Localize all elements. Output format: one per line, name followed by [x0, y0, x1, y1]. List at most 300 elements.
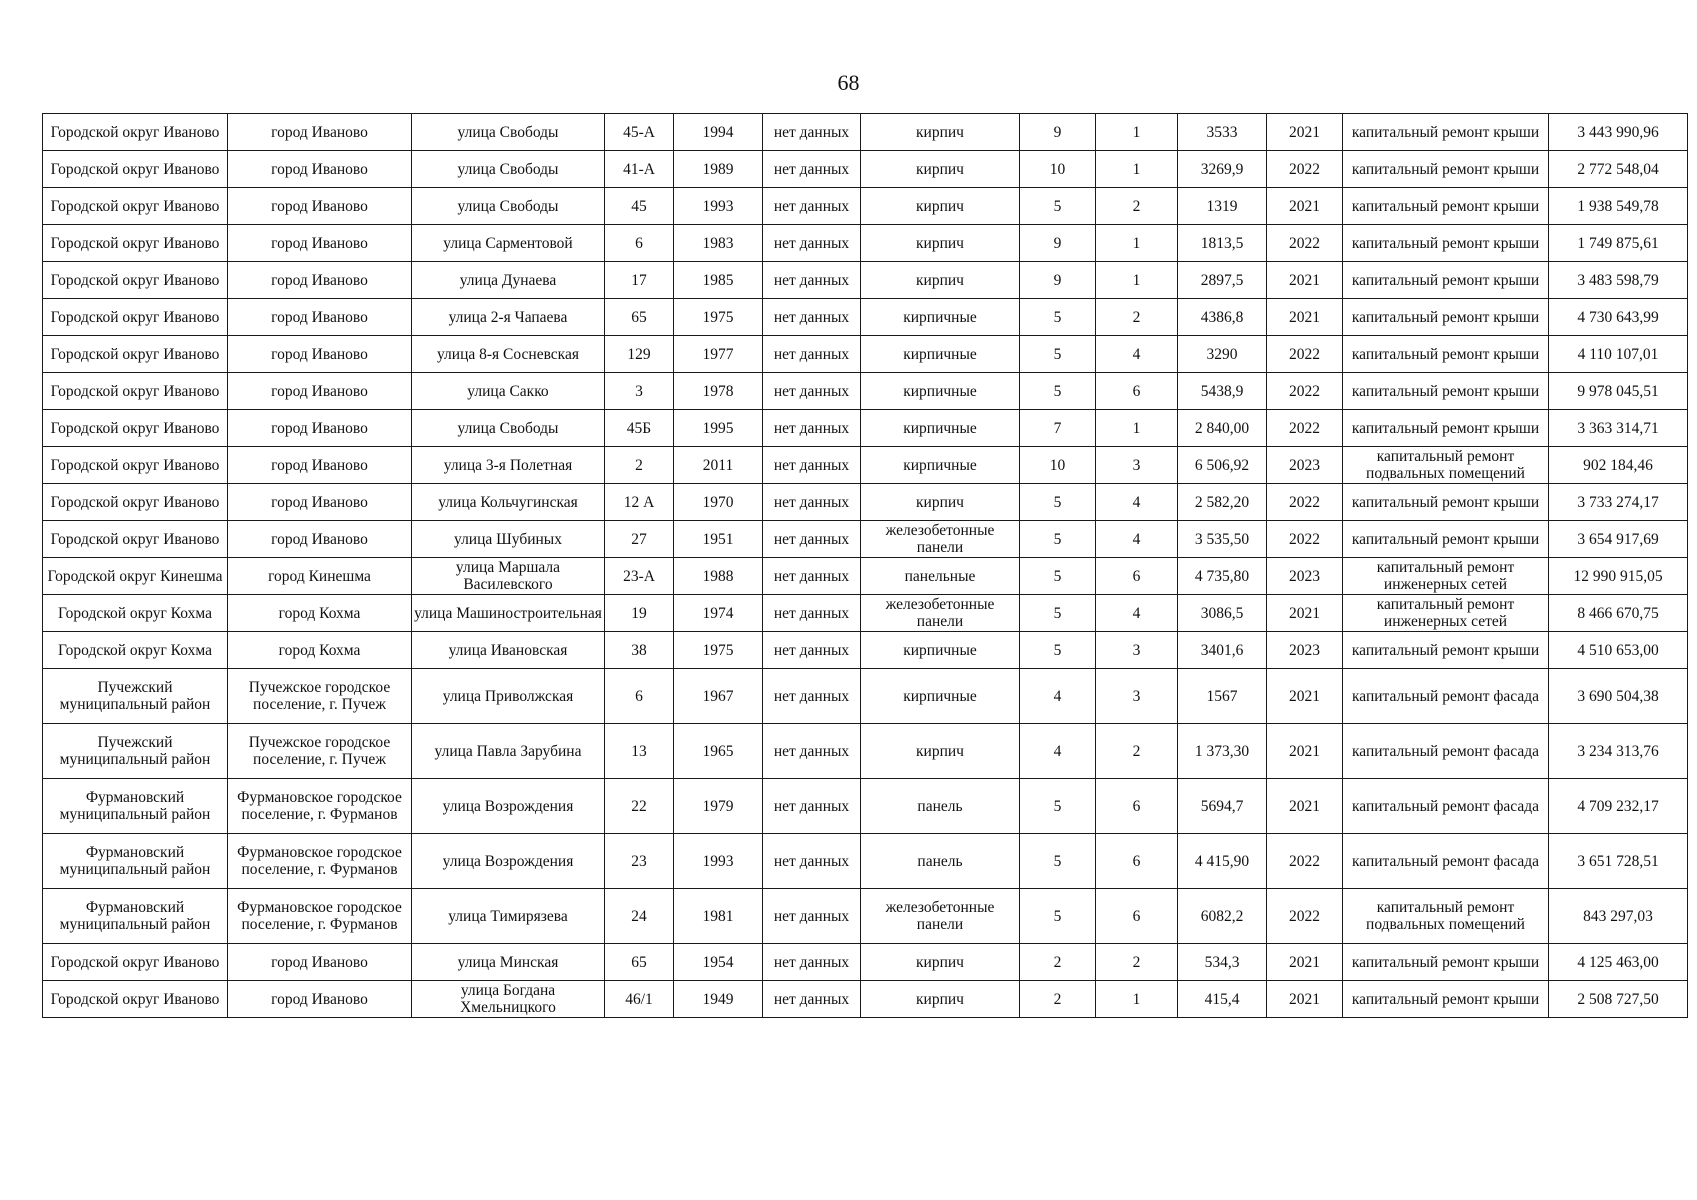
plan-year-cell-text: 2022 [1289, 234, 1320, 252]
entrances-cell-text: 4 [1132, 604, 1141, 622]
street-cell-text: улица Маршала Василевского [455, 559, 561, 593]
wall-material-cell-text: кирпич [916, 123, 964, 141]
no-data-cell-text: нет данных [773, 742, 850, 760]
work-type-cell-text: капитальный ремонт крыши [1351, 990, 1540, 1008]
cost-cell [1549, 724, 1688, 779]
settlement-cell-text: город Иваново [271, 419, 368, 437]
area-cell [1178, 779, 1267, 834]
area-cell-text: 6082,2 [1200, 907, 1244, 925]
house-number-cell [605, 188, 674, 225]
build-year-cell [674, 484, 763, 521]
street-cell-text: улица Ивановская [448, 641, 568, 659]
street-cell [412, 373, 605, 410]
build-year-cell [674, 114, 763, 151]
cost-cell-text: 3 733 274,17 [1577, 493, 1659, 511]
table-row [43, 669, 1688, 724]
cost-cell [1549, 595, 1688, 632]
district-cell-text: Городской округ Кинешма [47, 567, 223, 585]
district-cell-text: Городской округ Иваново [50, 308, 220, 326]
build-year-cell-text: 1974 [702, 604, 734, 622]
street-cell [412, 779, 605, 834]
floors-cell-text: 5 [1053, 493, 1062, 511]
no-data-cell [763, 669, 861, 724]
settlement-cell [228, 889, 412, 944]
settlement-cell [228, 447, 412, 484]
work-type-cell-text: капитальный ремонт фасада [1352, 742, 1539, 760]
plan-year-cell [1267, 779, 1343, 834]
cost-cell [1549, 834, 1688, 889]
entrances-cell [1096, 151, 1178, 188]
cost-cell [1549, 373, 1688, 410]
house-number-cell-text: 23-А [623, 567, 655, 585]
work-type-cell [1343, 188, 1549, 225]
floors-cell [1020, 225, 1096, 262]
district-cell [43, 447, 228, 484]
wall-material-cell [861, 944, 1020, 981]
build-year-cell [674, 262, 763, 299]
entrances-cell-text: 2 [1132, 308, 1141, 326]
cost-cell [1549, 447, 1688, 484]
area-cell [1178, 484, 1267, 521]
floors-cell [1020, 114, 1096, 151]
no-data-cell [763, 724, 861, 779]
area-cell-text: 2 840,00 [1194, 419, 1250, 437]
cost-cell [1549, 632, 1688, 669]
no-data-cell [763, 373, 861, 410]
settlement-cell-text: город Кохма [278, 604, 361, 622]
entrances-cell [1096, 834, 1178, 889]
floors-cell [1020, 188, 1096, 225]
street-cell-text: улица Сакко [467, 382, 549, 400]
entrances-cell-text: 2 [1132, 197, 1141, 215]
no-data-cell [763, 595, 861, 632]
cost-cell-text: 1 938 549,78 [1577, 197, 1659, 215]
wall-material-cell-text: панель [917, 797, 963, 815]
area-cell [1178, 299, 1267, 336]
no-data-cell-text: нет данных [773, 567, 850, 585]
build-year-cell-text: 1979 [702, 797, 734, 815]
area-cell-text: 3401,6 [1200, 641, 1244, 659]
build-year-cell [674, 595, 763, 632]
area-cell [1178, 595, 1267, 632]
area-cell-text: 1319 [1206, 197, 1238, 215]
cost-cell [1549, 669, 1688, 724]
entrances-cell-text: 1 [1132, 419, 1141, 437]
no-data-cell-text: нет данных [773, 308, 850, 326]
street-cell [412, 336, 605, 373]
district-cell [43, 225, 228, 262]
street-cell-text: улица 3-я Полетная [443, 456, 573, 474]
floors-cell-text: 9 [1053, 271, 1062, 289]
street-cell-text: улица Машиностроительная [414, 604, 602, 622]
area-cell-text: 1567 [1206, 687, 1238, 705]
settlement-cell-text: город Иваново [271, 271, 368, 289]
work-type-cell [1343, 262, 1549, 299]
work-type-cell [1343, 373, 1549, 410]
cost-cell-text: 902 184,46 [1583, 456, 1653, 474]
work-type-cell [1343, 779, 1549, 834]
build-year-cell-text: 1951 [702, 530, 734, 548]
plan-year-cell [1267, 410, 1343, 447]
house-number-cell-text: 45-А [623, 123, 655, 141]
settlement-cell-text: Фурмановское городское поселение, г. Фурманов [237, 844, 402, 878]
area-cell [1178, 262, 1267, 299]
house-number-cell [605, 336, 674, 373]
area-cell-text: 415,4 [1204, 990, 1240, 1008]
house-number-cell [605, 944, 674, 981]
district-cell [43, 373, 228, 410]
wall-material-cell [861, 262, 1020, 299]
work-type-cell-text: капитальный ремонт крыши [1351, 530, 1540, 548]
area-cell [1178, 410, 1267, 447]
cost-cell-text: 3 363 314,71 [1577, 419, 1659, 437]
wall-material-cell [861, 632, 1020, 669]
wall-material-cell-text: кирпич [916, 197, 964, 215]
table-row [43, 981, 1688, 1018]
settlement-cell-text: город Иваново [271, 493, 368, 511]
house-number-cell [605, 632, 674, 669]
table-row [43, 336, 1688, 373]
settlement-cell [228, 262, 412, 299]
district-cell-text: Городской округ Иваново [50, 345, 220, 363]
work-type-cell-text: капитальный ремонт крыши [1351, 419, 1540, 437]
cost-cell-text: 4 510 653,00 [1577, 641, 1659, 659]
wall-material-cell [861, 724, 1020, 779]
no-data-cell [763, 521, 861, 558]
area-cell [1178, 114, 1267, 151]
build-year-cell [674, 225, 763, 262]
entrances-cell-text: 3 [1132, 641, 1141, 659]
wall-material-cell-text: кирпич [916, 160, 964, 178]
street-cell [412, 447, 605, 484]
cost-cell-text: 8 466 670,75 [1577, 604, 1659, 622]
street-cell-text: улица Возрождения [442, 852, 574, 870]
plan-year-cell-text: 2022 [1289, 382, 1320, 400]
district-cell [43, 262, 228, 299]
entrances-cell-text: 1 [1132, 990, 1141, 1008]
settlement-cell-text: город Иваново [271, 123, 368, 141]
no-data-cell-text: нет данных [773, 687, 850, 705]
house-number-cell-text: 65 [631, 953, 647, 971]
floors-cell [1020, 410, 1096, 447]
work-type-cell-text: капитальный ремонт крыши [1351, 197, 1540, 215]
floors-cell-text: 5 [1053, 852, 1062, 870]
house-number-cell-text: 17 [631, 271, 647, 289]
wall-material-cell-text: кирпич [916, 742, 964, 760]
area-cell [1178, 151, 1267, 188]
house-number-cell-text: 22 [631, 797, 647, 815]
cost-cell [1549, 114, 1688, 151]
plan-year-cell-text: 2023 [1289, 456, 1320, 474]
plan-year-cell [1267, 595, 1343, 632]
no-data-cell-text: нет данных [773, 852, 850, 870]
district-cell [43, 889, 228, 944]
no-data-cell-text: нет данных [773, 990, 850, 1008]
district-cell-text: Фурмановский муниципальный район [59, 844, 211, 878]
floors-cell [1020, 299, 1096, 336]
floors-cell [1020, 632, 1096, 669]
work-type-cell-text: капитальный ремонт крыши [1351, 641, 1540, 659]
cost-cell [1549, 521, 1688, 558]
settlement-cell [228, 336, 412, 373]
work-type-cell [1343, 114, 1549, 151]
entrances-cell-text: 1 [1132, 271, 1141, 289]
no-data-cell [763, 336, 861, 373]
district-cell-text: Городской округ Иваново [50, 123, 220, 141]
cost-cell [1549, 779, 1688, 834]
street-cell [412, 225, 605, 262]
district-cell-text: Пучежский муниципальный район [59, 679, 211, 713]
build-year-cell-text: 1981 [702, 907, 734, 925]
district-cell [43, 595, 228, 632]
wall-material-cell-text: кирпичные [903, 456, 977, 474]
build-year-cell-text: 1967 [702, 687, 734, 705]
build-year-cell-text: 1995 [702, 419, 734, 437]
no-data-cell [763, 151, 861, 188]
no-data-cell [763, 262, 861, 299]
street-cell [412, 981, 605, 1018]
floors-cell [1020, 779, 1096, 834]
street-cell [412, 188, 605, 225]
wall-material-cell-text: железобетонные панели [885, 899, 995, 933]
floors-cell-text: 5 [1053, 567, 1062, 585]
table-row [43, 447, 1688, 484]
table-row [43, 225, 1688, 262]
work-type-cell [1343, 521, 1549, 558]
entrances-cell [1096, 410, 1178, 447]
build-year-cell [674, 834, 763, 889]
work-type-cell-text: капитальный ремонт крыши [1351, 953, 1540, 971]
table-body [43, 114, 1688, 1018]
floors-cell-text: 2 [1053, 990, 1062, 1008]
table-row [43, 484, 1688, 521]
house-number-cell-text: 46/1 [625, 990, 653, 1008]
floors-cell [1020, 373, 1096, 410]
work-type-cell [1343, 447, 1549, 484]
settlement-cell [228, 225, 412, 262]
settlement-cell [228, 558, 412, 595]
no-data-cell-text: нет данных [773, 345, 850, 363]
wall-material-cell [861, 779, 1020, 834]
plan-year-cell [1267, 114, 1343, 151]
street-cell-text: улица Возрождения [442, 797, 574, 815]
wall-material-cell-text: панельные [904, 567, 976, 585]
area-cell [1178, 447, 1267, 484]
floors-cell-text: 10 [1049, 160, 1066, 178]
settlement-cell [228, 373, 412, 410]
build-year-cell [674, 151, 763, 188]
wall-material-cell-text: железобетонные панели [885, 596, 995, 630]
wall-material-cell [861, 981, 1020, 1018]
wall-material-cell [861, 114, 1020, 151]
entrances-cell [1096, 447, 1178, 484]
wall-material-cell-text: кирпич [916, 953, 964, 971]
build-year-cell-text: 1975 [702, 641, 734, 659]
area-cell-text: 5694,7 [1200, 797, 1244, 815]
area-cell [1178, 336, 1267, 373]
floors-cell-text: 5 [1053, 530, 1062, 548]
build-year-cell [674, 521, 763, 558]
work-type-cell-text: капитальный ремонт инженерных сетей [1376, 559, 1515, 593]
build-year-cell-text: 1954 [702, 953, 734, 971]
plan-year-cell-text: 2021 [1289, 604, 1320, 622]
work-type-cell [1343, 724, 1549, 779]
plan-year-cell-text: 2021 [1289, 271, 1320, 289]
area-cell-text: 3269,9 [1200, 160, 1244, 178]
no-data-cell [763, 114, 861, 151]
area-cell-text: 6 506,92 [1194, 456, 1250, 474]
build-year-cell [674, 410, 763, 447]
no-data-cell-text: нет данных [773, 382, 850, 400]
street-cell-text: улица Павла Зарубина [434, 742, 582, 760]
work-type-cell [1343, 151, 1549, 188]
plan-year-cell-text: 2021 [1289, 308, 1320, 326]
plan-year-cell-text: 2022 [1289, 345, 1320, 363]
build-year-cell-text: 1975 [702, 308, 734, 326]
house-number-cell-text: 6 [635, 687, 643, 705]
no-data-cell-text: нет данных [773, 123, 850, 141]
work-type-cell [1343, 632, 1549, 669]
district-cell-text: Городской округ Иваново [50, 456, 220, 474]
table-row [43, 151, 1688, 188]
work-type-cell [1343, 981, 1549, 1018]
build-year-cell [674, 299, 763, 336]
house-number-cell [605, 225, 674, 262]
plan-year-cell-text: 2022 [1289, 493, 1320, 511]
district-cell [43, 410, 228, 447]
work-type-cell [1343, 944, 1549, 981]
page-number: 68 [837, 70, 860, 95]
entrances-cell-text: 4 [1132, 493, 1141, 511]
entrances-cell-text: 6 [1132, 382, 1141, 400]
settlement-cell [228, 521, 412, 558]
area-cell-text: 3086,5 [1200, 604, 1244, 622]
area-cell-text: 2897,5 [1200, 271, 1244, 289]
cost-cell-text: 2 772 548,04 [1577, 160, 1659, 178]
floors-cell-text: 5 [1053, 797, 1062, 815]
entrances-cell [1096, 889, 1178, 944]
district-cell-text: Фурмановский муниципальный район [59, 789, 211, 823]
plan-year-cell-text: 2022 [1289, 907, 1320, 925]
settlement-cell [228, 410, 412, 447]
area-cell [1178, 225, 1267, 262]
plan-year-cell [1267, 724, 1343, 779]
settlement-cell [228, 724, 412, 779]
table-row [43, 299, 1688, 336]
floors-cell-text: 10 [1049, 456, 1066, 474]
settlement-cell [228, 595, 412, 632]
street-cell-text: улица Дунаева [459, 271, 557, 289]
street-cell [412, 632, 605, 669]
work-type-cell-text: капитальный ремонт крыши [1351, 271, 1540, 289]
entrances-cell-text: 4 [1132, 345, 1141, 363]
work-type-cell-text: капитальный ремонт фасада [1352, 852, 1539, 870]
table-row [43, 521, 1688, 558]
no-data-cell-text: нет данных [773, 530, 850, 548]
plan-year-cell [1267, 834, 1343, 889]
wall-material-cell-text: кирпичные [903, 687, 977, 705]
settlement-cell [228, 484, 412, 521]
cost-cell-text: 3 690 504,38 [1577, 687, 1659, 705]
street-cell-text: улица Свободы [457, 160, 559, 178]
district-cell [43, 632, 228, 669]
district-cell-text: Городской округ Иваново [50, 530, 220, 548]
district-cell-text: Городской округ Иваново [50, 953, 220, 971]
wall-material-cell-text: кирпичные [903, 345, 977, 363]
no-data-cell-text: нет данных [773, 493, 850, 511]
build-year-cell-text: 1994 [702, 123, 734, 141]
settlement-cell-text: город Иваново [271, 197, 368, 215]
table-row [43, 410, 1688, 447]
wall-material-cell-text: кирпичные [903, 641, 977, 659]
floors-cell-text: 4 [1053, 742, 1062, 760]
entrances-cell-text: 6 [1132, 907, 1141, 925]
area-cell [1178, 373, 1267, 410]
entrances-cell [1096, 225, 1178, 262]
area-cell [1178, 944, 1267, 981]
house-number-cell [605, 889, 674, 944]
entrances-cell [1096, 558, 1178, 595]
district-cell-text: Городской округ Иваново [50, 160, 220, 178]
house-number-cell-text: 45Б [626, 419, 652, 437]
floors-cell-text: 5 [1053, 382, 1062, 400]
street-cell [412, 484, 605, 521]
area-cell-text: 3290 [1206, 345, 1238, 363]
house-number-cell-text: 19 [631, 604, 647, 622]
settlement-cell [228, 299, 412, 336]
area-cell-text: 4386,8 [1200, 308, 1244, 326]
table-row [43, 595, 1688, 632]
plan-year-cell [1267, 521, 1343, 558]
settlement-cell-text: Фурмановское городское поселение, г. Фурманов [237, 789, 402, 823]
floors-cell-text: 5 [1053, 345, 1062, 363]
house-number-cell-text: 24 [631, 907, 647, 925]
cost-cell [1549, 944, 1688, 981]
floors-cell [1020, 151, 1096, 188]
work-type-cell-text: капитальный ремонт подвальных помещений [1366, 448, 1525, 482]
entrances-cell-text: 4 [1132, 530, 1141, 548]
wall-material-cell [861, 188, 1020, 225]
entrances-cell-text: 1 [1132, 234, 1141, 252]
street-cell-text: улица Тимирязева [448, 907, 568, 925]
street-cell-text: улица 2-я Чапаева [448, 308, 568, 326]
no-data-cell-text: нет данных [773, 160, 850, 178]
street-cell [412, 889, 605, 944]
cost-cell-text: 4 709 232,17 [1577, 797, 1659, 815]
build-year-cell-text: 1988 [702, 567, 734, 585]
build-year-cell-text: 1978 [702, 382, 734, 400]
plan-year-cell-text: 2021 [1289, 123, 1320, 141]
plan-year-cell [1267, 299, 1343, 336]
settlement-cell-text: Фурмановское городское поселение, г. Фурманов [237, 899, 402, 933]
street-cell [412, 558, 605, 595]
table-row [43, 834, 1688, 889]
entrances-cell-text: 3 [1132, 687, 1141, 705]
plan-year-cell [1267, 262, 1343, 299]
floors-cell-text: 9 [1053, 123, 1062, 141]
district-cell-text: Фурмановский муниципальный район [59, 899, 211, 933]
build-year-cell [674, 447, 763, 484]
district-cell-text: Городской округ Иваново [50, 197, 220, 215]
street-cell-text: улица Кольчугинская [438, 493, 578, 511]
street-cell [412, 595, 605, 632]
cost-cell [1549, 151, 1688, 188]
build-year-cell [674, 779, 763, 834]
build-year-cell [674, 724, 763, 779]
plan-year-cell [1267, 558, 1343, 595]
district-cell [43, 558, 228, 595]
area-cell-text: 3533 [1206, 123, 1238, 141]
